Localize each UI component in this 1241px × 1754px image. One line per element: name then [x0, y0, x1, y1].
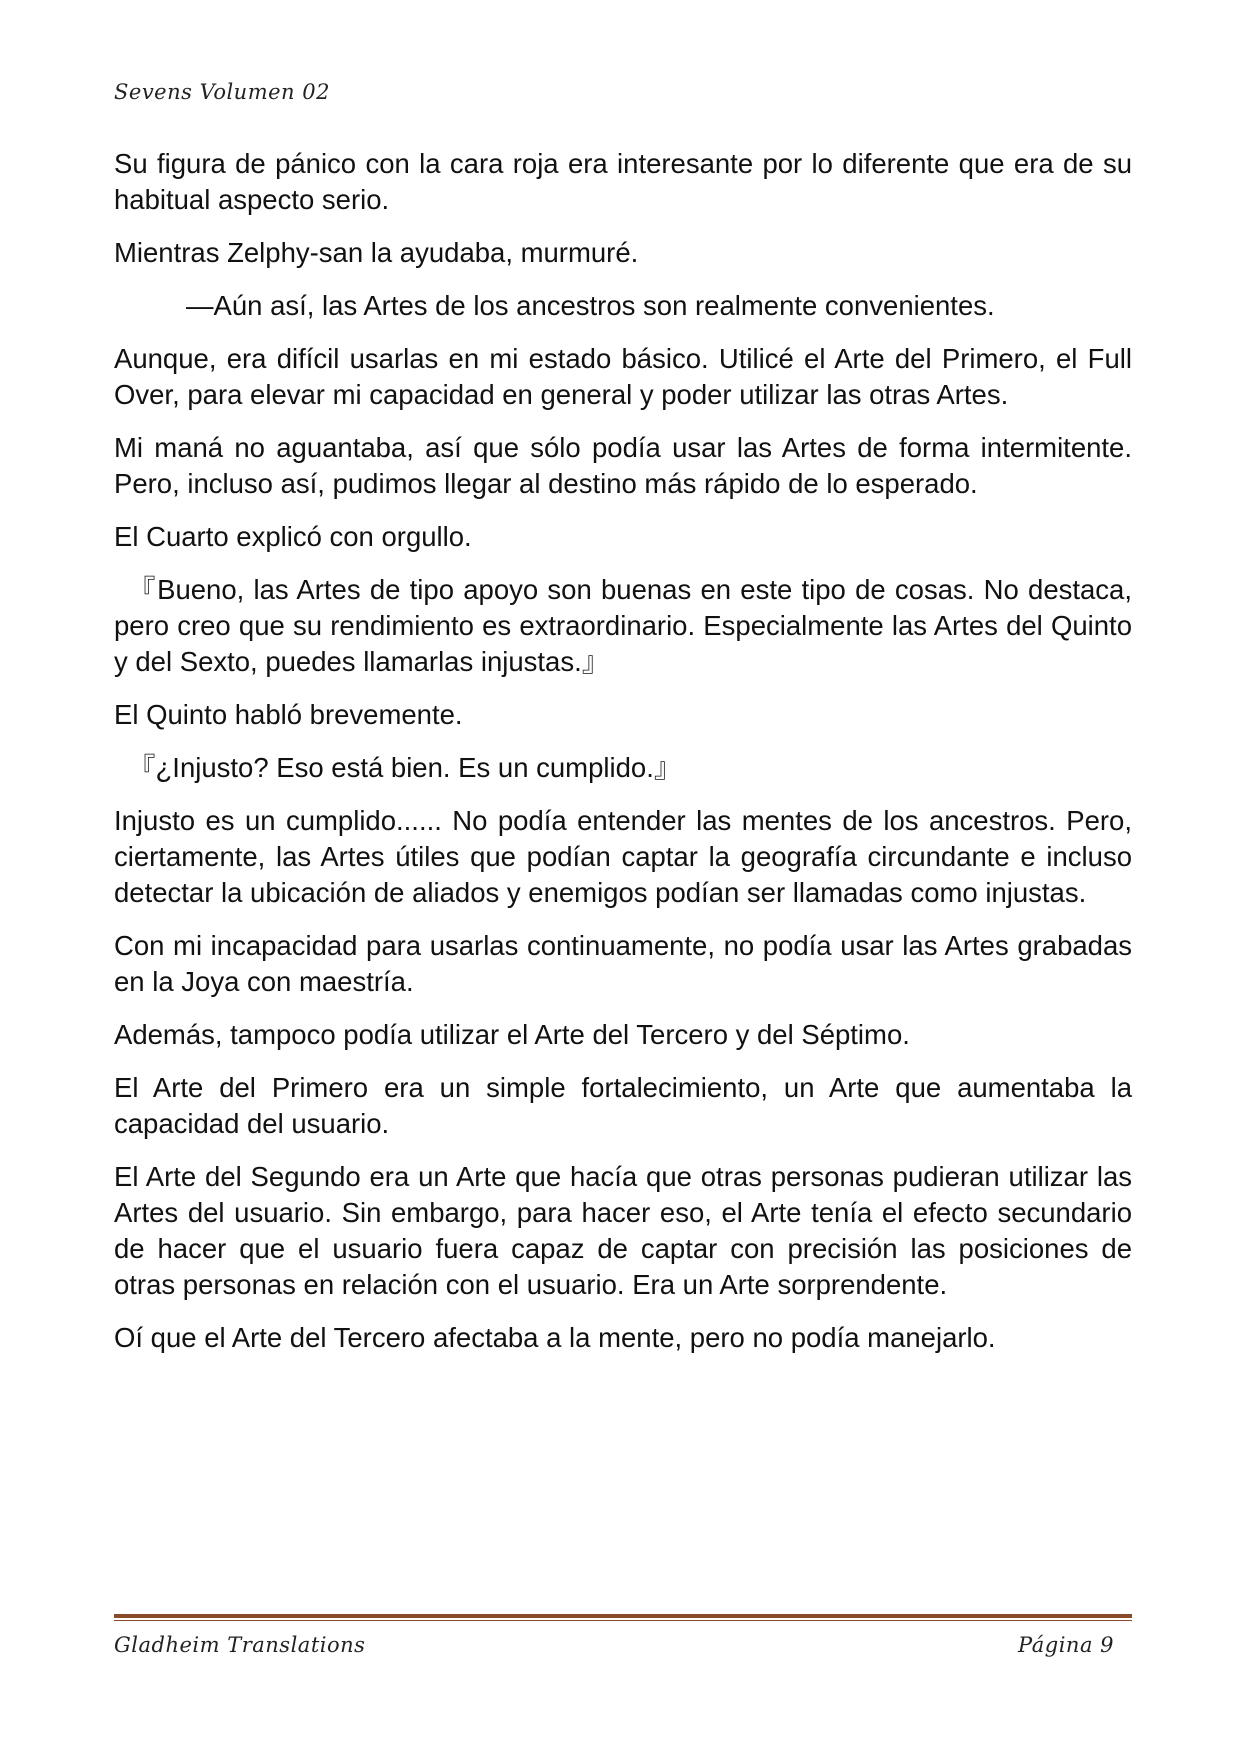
- paragraph: Aunque, era difícil usarlas en mi estado básico. Utilicé el Arte del Primero, el Full Over, para elevar mi capacidad en general y poder utilizar las otras Artes.: [114, 343, 1132, 410]
- paragraph-quote: 『¿Injusto? Eso está bien. Es un cumplido.』: [128, 752, 682, 783]
- paragraph: Con mi incapacidad para usarlas continuamente, no podía usar las Artes grabadas en la Joya con maestría.: [114, 930, 1132, 997]
- paragraph-quote: 『Bueno, las Artes de tipo apoyo son buenas en este tipo de cosas. No destaca, pero creo que su rendimiento es extraordinario. Especialmente las Artes del Quinto y del Sexto, puedes llamarlas injustas.』: [114, 574, 1132, 677]
- paragraph: El Arte del Primero era un simple fortalecimiento, un Arte que aumentaba la capacidad del usuario.: [114, 1072, 1132, 1139]
- paragraph: Además, tampoco podía utilizar el Arte del Tercero y del Séptimo.: [114, 1019, 910, 1050]
- paragraph: El Cuarto explicó con orgullo.: [114, 521, 472, 552]
- page-number: Página 9: [1018, 1633, 1114, 1657]
- paragraph-dialogue: —Aún así, las Artes de los ancestros son realmente convenientes.: [186, 290, 995, 321]
- footer-divider-thin: [114, 1620, 1132, 1621]
- footer-divider-thick: [114, 1614, 1132, 1618]
- paragraph: Mi maná no aguantaba, así que sólo podía usar las Artes de forma intermitente. Pero, incluso así, pudimos llegar al destino más rápido de lo esperado.: [114, 432, 1132, 499]
- paragraph: Su figura de pánico con la cara roja era interesante por lo diferente que era de su habitual aspecto serio.: [114, 148, 1132, 215]
- paragraph: El Arte del Segundo era un Arte que hacía que otras personas pudieran utilizar las Artes del usuario. Sin embargo, para hacer eso, el Arte tenía el efecto secundario de hacer que el usuario fuera capaz de captar con precisión las posiciones de otras personas en relación con el usuario. Era un Arte sorprendente.: [114, 1161, 1132, 1300]
- paragraph: Injusto es un cumplido...... No podía entender las mentes de los ancestros. Pero, ciertamente, las Artes útiles que podían captar la geografía circundante e incluso detectar la ubicación de aliados y enemigos podían ser llamadas como injustas.: [114, 805, 1132, 908]
- paragraph: El Quinto habló brevemente.: [114, 699, 463, 730]
- paragraph: Oí que el Arte del Tercero afectaba a la mente, pero no podía manejarlo.: [114, 1322, 996, 1353]
- paragraph: Mientras Zelphy-san la ayudaba, murmuré.: [114, 237, 639, 268]
- footer-publisher: Gladheim Translations: [114, 1633, 366, 1657]
- body-text: [114, 146, 1132, 1373]
- running-header: Sevens Volumen 02: [114, 80, 330, 104]
